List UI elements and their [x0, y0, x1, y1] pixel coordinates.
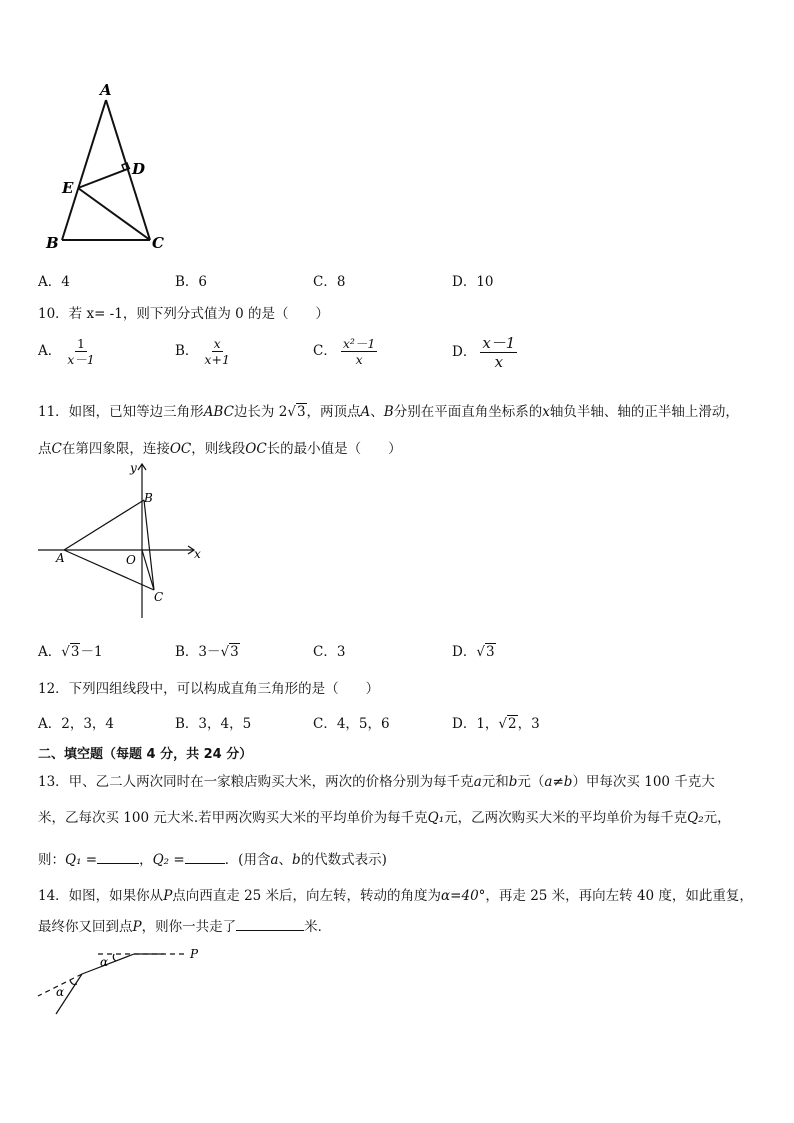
coordinate-figure-q11	[34, 458, 214, 623]
label-b: B	[144, 491, 153, 505]
section-heading: 二、填空题（每题 4 分，共 24 分）	[38, 747, 253, 762]
segment-bc	[144, 500, 154, 590]
q10-option-d-label: D．	[452, 344, 477, 360]
q14-l1-b: 点向西直走 25 米后，向左转，转动的角度为	[172, 888, 442, 904]
q9-option-b: B．6	[175, 274, 208, 290]
q10-option-d-fraction	[480, 334, 517, 371]
q13-l2-b: 元，乙两次购买大米的平均单价为每千克	[444, 810, 688, 826]
label-x: x	[194, 547, 201, 561]
q11-option-d-radicand: 3	[485, 644, 495, 660]
label-b: B	[46, 234, 59, 252]
q11-option-a-label: A．	[38, 644, 62, 660]
label-a: A	[56, 551, 65, 565]
q12-option-d-sqrt: √2	[498, 716, 517, 732]
q11-option-b-head: 3－	[198, 644, 221, 660]
segment-ac	[64, 550, 154, 590]
q10-d-denominator: x	[494, 353, 504, 371]
segment-ab	[62, 100, 106, 240]
q14-line2	[38, 915, 331, 935]
q11-point-c: C	[51, 441, 62, 457]
label-alpha-2: α	[56, 985, 65, 999]
q10-a-numerator: 1	[77, 336, 85, 351]
q13-l2-a: 米，乙每次买 100 元大米.若甲两次购买大米的平均单价为每千克	[38, 810, 428, 826]
q12-option-d-tail: ，3	[517, 716, 540, 732]
q12-option-d-radicand: 2	[508, 716, 517, 732]
segment-ab	[64, 500, 144, 550]
q10-option-a	[38, 336, 101, 367]
triangle-figure-q9	[40, 78, 180, 258]
q13-line1	[38, 770, 715, 790]
q11-option-a-sqrt: √3	[61, 644, 80, 660]
label-c: C	[152, 234, 164, 252]
q10-option-b-label: B．	[175, 343, 199, 359]
q13-line3	[38, 848, 387, 868]
q9-option-d: D．10	[452, 274, 494, 290]
segment-ed	[78, 168, 130, 188]
q13-b-var-3: b	[292, 852, 301, 868]
q13-b-var-2: b	[563, 774, 573, 790]
q11-text-6: 轴负半轴、轴的正半轴上滑动，	[549, 404, 739, 420]
q13-l3-d: 的代数式表示)	[300, 852, 387, 868]
label-c: C	[154, 590, 164, 604]
q13-line2	[38, 806, 731, 826]
q14-l2-c: 米．	[304, 919, 332, 935]
q11-point-b: B	[383, 404, 394, 420]
q13-l3-b: ．(用含	[224, 852, 271, 868]
q11-option-a-tail: －1	[80, 644, 103, 660]
q13-l3-c: 、	[278, 852, 293, 868]
q10-option-c-fraction	[341, 336, 378, 367]
q13-b-var: b	[508, 774, 518, 790]
q13-a-var: a	[473, 774, 482, 790]
q11-x-var: x	[542, 404, 550, 420]
q11-stem-line2	[38, 437, 402, 457]
q11-point-a: A	[360, 404, 371, 420]
label-p: P	[190, 947, 199, 961]
q11-abc: ABC	[203, 404, 234, 420]
q13-q2-eq: Q₂ =	[152, 852, 185, 868]
q14-answer-blank[interactable]	[236, 918, 304, 931]
q13-q1-eq: Q₁ =	[65, 852, 98, 868]
q11-text-4: 、	[370, 404, 384, 420]
q11-oc-1: OC	[169, 441, 192, 457]
q11-text-3: ，两顶点	[306, 404, 361, 420]
q11-line2-text-2: 在第四象限，连接	[61, 441, 170, 457]
label-y: y	[130, 461, 137, 475]
q13-separator: ，	[139, 852, 153, 868]
q10-option-b	[175, 336, 236, 367]
q9-option-a: A．4	[38, 274, 70, 290]
q11-line2-text-4: 长的最小值是（ ）	[266, 441, 402, 457]
q13-q2: Q₂	[687, 810, 704, 826]
q13-l1-b: 元和	[481, 774, 509, 790]
q13-l2-c: 元，	[703, 810, 731, 826]
q11-option-b-radicand: 3	[230, 644, 239, 660]
angle-arc-1	[113, 954, 116, 961]
q11-option-d-sqrt: √3	[476, 644, 495, 660]
q14-l1-c: ，再走 25 米，再向左转 40 度，如此重复，	[485, 888, 753, 904]
q10-option-c	[313, 336, 381, 367]
q11-text-2: 边长为 2	[233, 404, 288, 420]
q10-option-b-fraction	[202, 336, 231, 367]
q14-point-p: P	[163, 888, 173, 904]
q10-stem: 10．若 x= -1，则下列分式值为 0 的是（ ）	[38, 306, 330, 322]
q13-a-var-3: a	[270, 852, 279, 868]
q12-option-a: A．2，3，4	[38, 716, 115, 732]
q12-option-d	[452, 712, 540, 732]
q10-a-denominator: x－1	[67, 352, 95, 367]
q13-l3-a: 则：	[38, 852, 65, 868]
q14-point-p-2: P	[132, 919, 142, 935]
q11-sqrt-3: √3	[287, 404, 306, 420]
q14-l2-a: 最终你又回到点	[38, 919, 133, 935]
q10-c-numerator: x²－1	[342, 336, 376, 351]
q12-option-b: B．3，4，5	[175, 716, 252, 732]
q10-option-a-fraction	[65, 336, 97, 367]
q10-c-denominator: x	[355, 352, 363, 367]
q11-option-d	[452, 640, 496, 660]
q11-option-b	[175, 640, 240, 660]
q10-option-c-label: C．	[313, 343, 337, 359]
q10-b-numerator: x	[213, 336, 221, 351]
path-figure-q14	[34, 940, 214, 1020]
q11-line2-text-3: ，则线段	[191, 441, 246, 457]
q13-l1-d: ≠	[552, 774, 564, 790]
q11-option-a	[38, 640, 103, 660]
q13-answer-blank-2[interactable]	[185, 851, 225, 864]
q11-option-b-sqrt: √3	[220, 644, 239, 660]
q13-answer-blank-1[interactable]	[97, 851, 139, 864]
label-o: O	[126, 553, 136, 567]
q13-q1: Q₁	[427, 810, 445, 826]
segment-ec	[78, 188, 150, 240]
q13-a-var-2: a	[544, 774, 553, 790]
q11-line2-text-1: 点	[38, 441, 52, 457]
label-d: D	[132, 160, 146, 178]
q12-option-c: C．4，5，6	[313, 716, 390, 732]
q11-option-c: C．3	[313, 644, 346, 660]
q12-option-d-label: D．1，	[452, 716, 499, 732]
q11-option-a-radicand: 3	[70, 644, 80, 660]
label-e: E	[62, 179, 74, 197]
q11-stem-line1	[38, 400, 739, 420]
q13-l1-a: 13．甲、乙二人两次同时在一家粮店购买大米，两次的价格分别为每千克	[38, 774, 474, 790]
q10-b-denominator: x+1	[204, 352, 230, 367]
q14-alpha-eq: α=40°	[441, 888, 486, 904]
q12-stem: 12．下列四组线段中，可以构成直角三角形的是（ ）	[38, 681, 380, 697]
q13-l1-e: ）甲每次买 100 千克大	[572, 774, 715, 790]
q11-option-d-label: D．	[452, 644, 477, 660]
q9-option-c: C．8	[313, 274, 346, 290]
label-a: A	[100, 81, 112, 99]
q10-option-a-label: A．	[38, 343, 62, 359]
q11-text-5: 分别在平面直角坐标系的	[393, 404, 543, 420]
q11-oc-2: OC	[245, 441, 267, 457]
q11-text-1: 11．如图，已知等边三角形	[38, 404, 204, 420]
q14-l2-b: ，则你一共走了	[141, 919, 237, 935]
q13-l1-c: 元（	[517, 774, 545, 790]
label-alpha-1: α	[100, 955, 109, 969]
q14-l1-a: 14．如图，如果你从	[38, 888, 164, 904]
q10-option-d	[452, 334, 521, 371]
q11-sqrt-radicand: 3	[296, 404, 306, 420]
q14-line1	[38, 884, 753, 904]
q11-option-b-label: B．	[175, 644, 199, 660]
q10-d-numerator: x－1	[482, 334, 516, 352]
